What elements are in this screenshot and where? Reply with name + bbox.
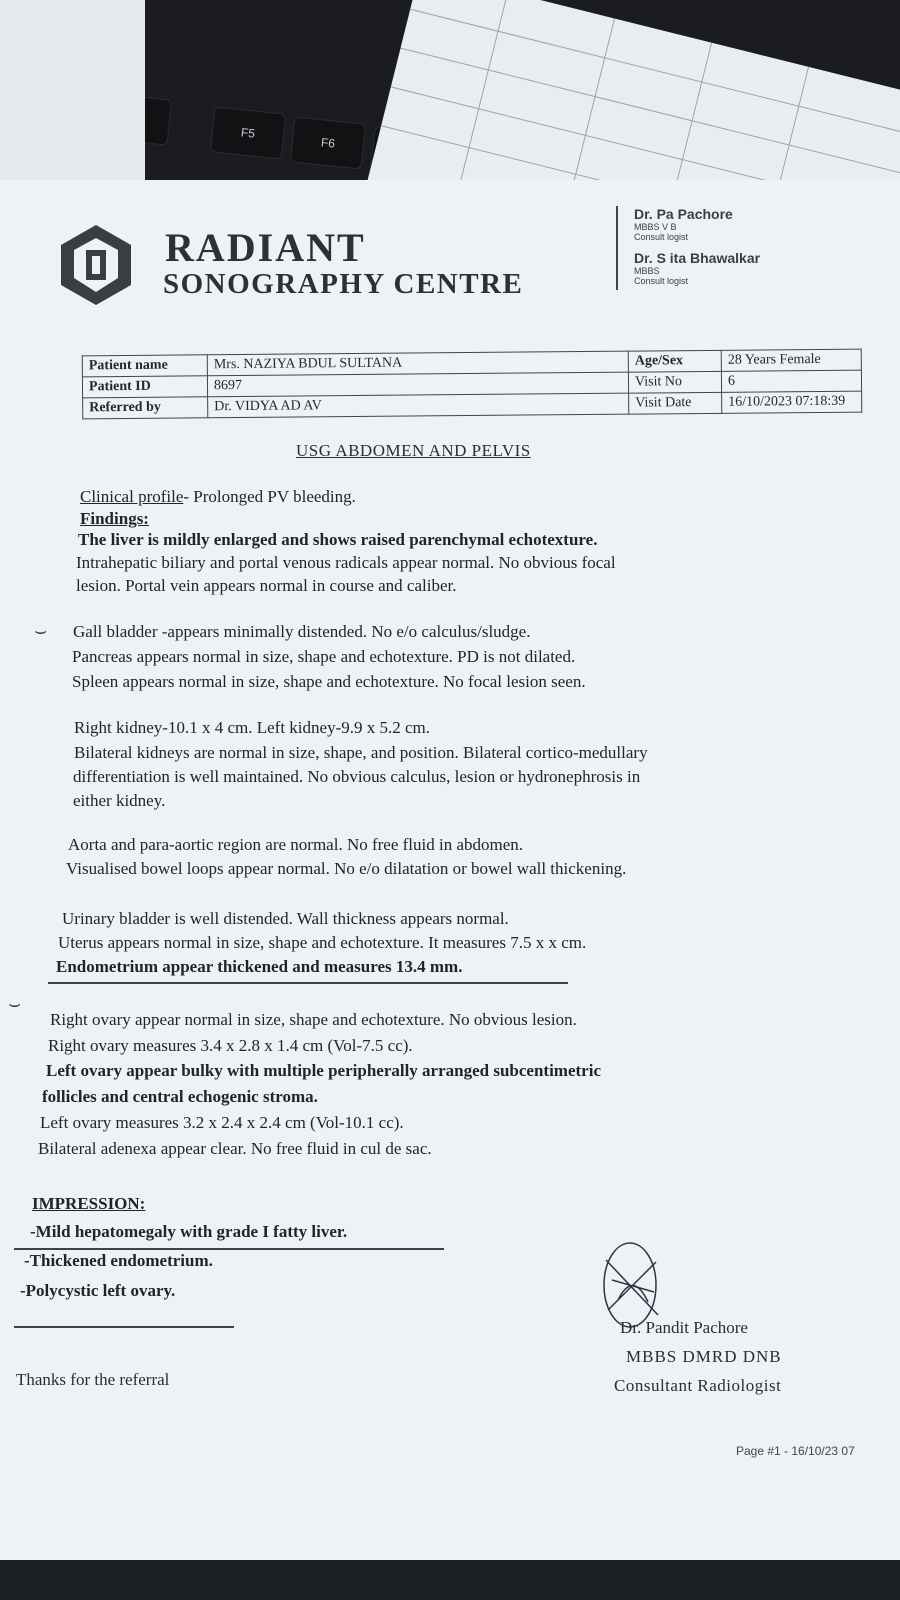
finding-text: Intrahepatic biliary and portal venous radicals appear normal. No obvious focal	[76, 553, 616, 572]
finding-text: Bilateral adenexa appear clear. No free fluid in cul de sac.	[38, 1139, 432, 1158]
signatory-role: Consultant Radiologist	[614, 1376, 782, 1395]
thanks-note: Thanks for the referral	[16, 1370, 170, 1389]
finding-text: Left ovary appear bulky with multiple peripherally arranged subcentimetric	[46, 1061, 601, 1080]
doctor-1-name: Dr. Pa Pachore	[634, 206, 733, 222]
patient-name-value: Mrs. NAZIYA BDUL SULTANA	[207, 351, 628, 376]
doctor-1-qualification: MBBS V B	[634, 222, 677, 232]
visit-date-value: 16/10/2023 07:18:39	[722, 391, 862, 413]
key-f6: F6	[290, 116, 366, 169]
signature-scribble-icon	[598, 1240, 668, 1330]
patient-info-table	[82, 349, 863, 420]
bottom-background	[0, 1560, 900, 1600]
impression-item: -Polycystic left ovary.	[20, 1281, 176, 1300]
finding-text: Aorta and para-aortic region are normal. No free fluid in abdomen.	[68, 835, 524, 854]
impression-heading: IMPRESSION:	[32, 1194, 146, 1213]
doctor-1-block	[634, 206, 733, 242]
finding-text: Spleen appears normal in size, shape and echotexture. No focal lesion seen.	[72, 672, 586, 691]
referred-by-value: Dr. VIDYA AD AV	[208, 393, 629, 418]
finding-text: Endometrium appear thickened and measures 13.4 mm.	[56, 957, 463, 976]
pen-underline	[14, 1248, 444, 1250]
pen-tick-mark: ⌣	[34, 620, 48, 642]
clinical-profile-label: Clinical profile	[80, 487, 184, 506]
page-stamp: Page #1 - 16/10/23 07	[736, 1444, 855, 1458]
finding-text: Left ovary measures 3.2 x 2.4 x 2.4 cm (Vol-10.1 cc).	[40, 1113, 404, 1132]
finding-text: Pancreas appears normal in size, shape and echotexture. PD is not dilated.	[72, 647, 576, 666]
finding-text: Urinary bladder is well distended. Wall thickness appears normal.	[62, 909, 509, 928]
age-sex-label: Age/Sex	[628, 350, 721, 372]
background-left-sheet	[0, 0, 145, 200]
patient-name-label: Patient name	[82, 355, 207, 377]
finding-text: Bilateral kidneys are normal in size, shape, and position. Bilateral cortico-medullary	[74, 743, 648, 762]
visit-no-value: 6	[721, 370, 861, 392]
finding-text: Visualised bowel loops appear normal. No e/o dilatation or bowel wall thickening.	[66, 859, 627, 878]
pen-underline	[48, 982, 568, 984]
finding-text: follicles and central echogenic stroma.	[42, 1087, 318, 1106]
impression-item: -Thickened endometrium.	[24, 1251, 213, 1270]
finding-text: Right kidney-10.1 x 4 cm. Left kidney-9.9 x 5.2 cm.	[74, 718, 430, 737]
finding-text: Right ovary measures 3.4 x 2.8 x 1.4 cm (Vol-7.5 cc).	[48, 1036, 413, 1055]
doctor-2-name: Dr. S ita Bhawalkar	[634, 250, 761, 266]
finding-text: differentiation is well maintained. No obvious calculus, lesion or hydronephrosis in	[73, 767, 641, 786]
finding-text: Right ovary appear normal in size, shape and echotexture. No obvious lesion.	[50, 1010, 577, 1029]
finding-text: lesion. Portal vein appears normal in course and caliber.	[76, 576, 457, 595]
patient-id-label: Patient ID	[82, 376, 207, 398]
pen-tick-mark: ⌣	[8, 993, 22, 1015]
visit-date-label: Visit Date	[629, 392, 722, 414]
radiant-logo-icon	[56, 220, 136, 310]
age-sex-value: 28 Years Female	[721, 349, 861, 371]
finding-text: Gall bladder -appears minimally distended. No e/o calculus/sludge.	[73, 622, 531, 641]
impression-item: -Mild hepatomegaly with grade I fatty liver.	[30, 1222, 348, 1241]
finding-text: Uterus appears normal in size, shape and echotexture. It measures 7.5 x x cm.	[58, 933, 587, 952]
clinical-profile-text: - Prolonged PV bleeding.	[183, 487, 356, 506]
findings-heading: Findings:	[80, 509, 149, 528]
patient-id-value: 8697	[207, 372, 628, 397]
finding-text: The liver is mildly enlarged and shows raised parenchymal echotexture.	[78, 530, 598, 549]
clinical-profile-line	[80, 487, 356, 507]
header-divider	[616, 206, 618, 290]
report-title: USG ABDOMEN AND PELVIS	[296, 441, 531, 460]
brand-name: RADIANT	[165, 225, 366, 270]
brand-subtitle: SONOGRAPHY CENTRE	[163, 268, 524, 300]
doctor-1-role: Consult logist	[634, 232, 689, 242]
doctor-2-qualification: MBBS	[634, 266, 660, 276]
visit-no-label: Visit No	[628, 371, 721, 393]
signatory-qualification: MBBS DMRD DNB	[626, 1347, 782, 1366]
doctor-2-block	[634, 250, 760, 286]
finding-text: either kidney.	[73, 791, 166, 810]
signatory-name: Dr. Pandit Pachore	[620, 1318, 748, 1337]
referred-by-label: Referred by	[83, 397, 208, 419]
doctor-2-role: Consult logist	[634, 276, 689, 286]
pen-underline	[14, 1326, 234, 1328]
key-f5: F5	[210, 106, 286, 159]
